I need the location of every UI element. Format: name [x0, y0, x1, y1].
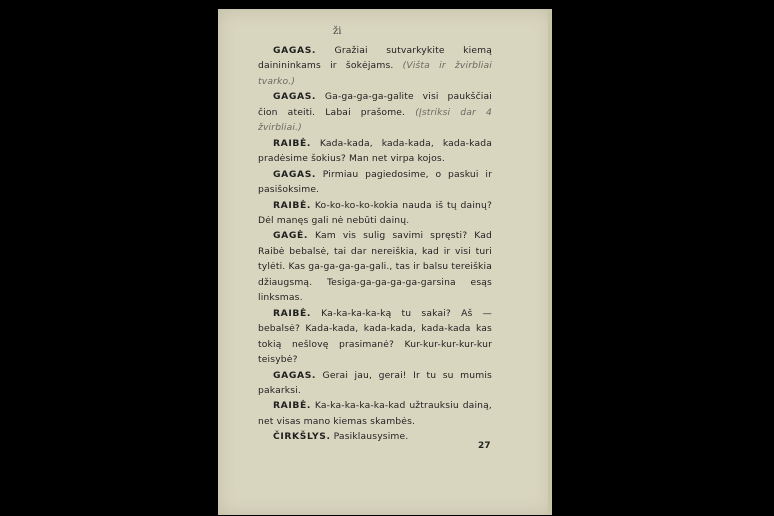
speaker-name: GAGAS. — [273, 45, 317, 56]
stage-direction: (Višta ir žvirbliai tvarko.) — [258, 60, 492, 87]
line-text: Gražiai sutvarkykite kiemą dainininkams ir šokėjams. — [258, 45, 492, 72]
dialogue-line — [258, 136, 492, 167]
line-text: Pirmiau pagiedosime, o paskui ir pasišoksime. — [258, 168, 492, 196]
stage-direction: (Įstriksi dar 4 žvirbliai.) — [258, 106, 492, 134]
dialogue-line — [258, 368, 492, 399]
line-text: Ko-ko-ko-ko-kokia nauda iš tų dainų? Dėl manęs gali nė nebūti dainų. — [258, 199, 492, 226]
line-text: Pasiklausysime. — [333, 431, 409, 443]
line-text: Kada-kada, kada-kada, kada-kada pradėsime šokius? Man net virpa kojos. — [258, 137, 492, 165]
speaker-name: RAIBĖ. — [273, 199, 311, 211]
speaker-name: RAIBĖ. — [273, 307, 311, 319]
line-text: Ka-ka-ka-ka-ka-kad užtrauksiu dainą, net visas mano kiemas skambės. — [258, 400, 492, 427]
line-text: Ka-ka-ka-ka-ką tu sakai? Aš — bebalsė? Kada-kada, kada-kada, kada-kada kas tokią nešlovę prasimanė? Kur-kur-kur-kur-kur teisybė? — [258, 307, 493, 366]
line-text: Kam vis sulig savimi spręsti? Kad Raibė bebalsė, tai dar nereiškia, kad ir visi turi tylėti. Kas ga-ga-ga-ga-gali., tas ir balsu tereiškia džiaugsmą. Tesiga-ga-ga-ga-ga-garsina esąs linksmas. — [258, 230, 492, 304]
speaker-name: GAGAS. — [273, 369, 317, 381]
line-text: Ga-ga-ga-ga-galite visi paukščiai čion ateiti. Labai prašome. — [258, 91, 492, 118]
dialogue-line — [258, 167, 492, 198]
dialogue-line — [258, 306, 492, 368]
dialogue-line — [258, 43, 492, 89]
line-text: Gerai jau, gerai! Ir tu su mumis pakarksi. — [258, 369, 492, 396]
dialogue-line — [258, 89, 492, 135]
speaker-name: GAGAS. — [273, 168, 317, 180]
speaker-name: RAIBĖ. — [273, 400, 311, 412]
handwritten-mark: ži — [333, 26, 342, 37]
speaker-name: GAGĖ. — [273, 230, 308, 242]
dialogue-line — [258, 398, 492, 429]
speaker-name: RAIBĖ. — [273, 137, 311, 149]
page-edge — [548, 9, 552, 515]
dialogue-line — [258, 429, 492, 444]
page-number: 27 — [478, 441, 491, 451]
dialogue-line — [258, 198, 492, 229]
speaker-name: ČIRKŠLYS. — [273, 431, 331, 443]
page-text — [258, 43, 492, 445]
speaker-name: GAGAS. — [273, 91, 317, 103]
dialogue-line — [258, 228, 492, 305]
